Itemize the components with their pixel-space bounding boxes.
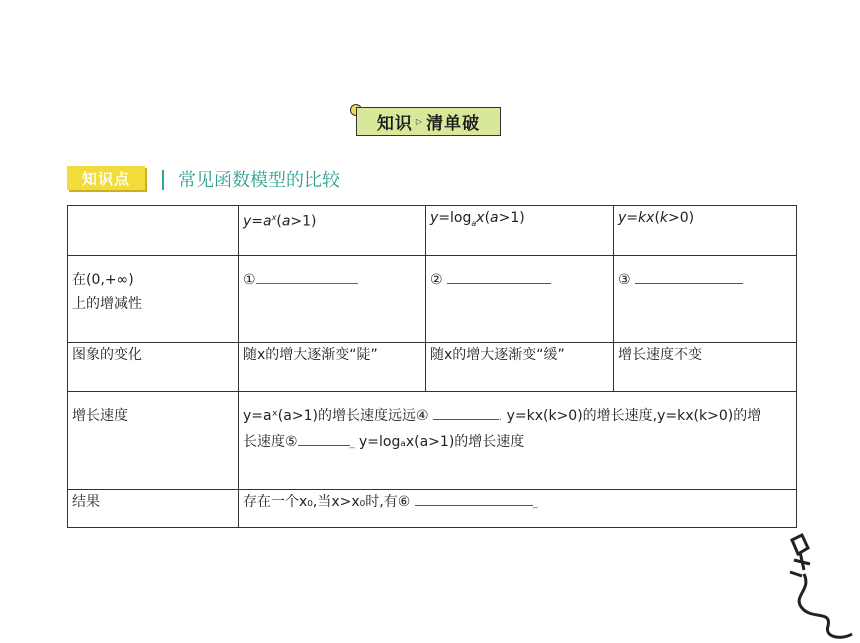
label-line: 在(0,+∞)	[72, 272, 134, 288]
header-logarithmic: $y=\log_ax(a>1)$	[426, 206, 614, 256]
row-label-monotonic	[68, 256, 239, 343]
circled-number: ①	[243, 272, 256, 288]
table-cell	[68, 206, 239, 256]
growth-text: y=aˣ(a>1)的增长速度远远④	[243, 408, 429, 424]
answer-blank-3[interactable]	[635, 269, 743, 284]
heading-divider	[162, 170, 164, 190]
answer-cell-3	[614, 256, 797, 343]
red-dash: _	[532, 498, 538, 509]
answer-cell-2	[426, 256, 614, 343]
growth-line-2	[243, 430, 792, 456]
result-cell	[239, 490, 797, 528]
table-row	[68, 490, 797, 528]
comparison-table	[67, 205, 797, 528]
row-label-graph: 图象的变化	[68, 343, 239, 392]
result-text: 存在一个x₀,当x>x₀时,有⑥	[243, 494, 411, 510]
growth-description	[239, 392, 797, 490]
graph-linear: 增长速度不变	[614, 343, 797, 392]
circled-number: ②	[430, 272, 443, 288]
row-label-result: 结果	[68, 490, 239, 528]
growth-text: y=logₐx(a>1)的增长速度	[359, 434, 525, 450]
red-dot: .	[498, 412, 503, 423]
header-linear: y=kx(k>0)	[614, 206, 797, 256]
table-row	[68, 392, 797, 490]
answer-blank-2[interactable]	[447, 269, 551, 284]
circled-number: ③	[618, 272, 631, 288]
triangle-icon: ▷	[415, 117, 424, 126]
row-label-growth: 增长速度	[68, 392, 239, 490]
decorative-doodle-icon	[772, 530, 860, 643]
graph-exponential: 随x的增大逐渐变“陡”	[239, 343, 426, 392]
growth-text: y=kx(k>0)的增长速度,y=kx(k>0)的增	[506, 408, 762, 424]
growth-text: 长速度⑤	[243, 434, 298, 450]
banner-left-text: 知识	[376, 114, 413, 134]
table-row	[68, 343, 797, 392]
growth-line-1	[243, 404, 792, 430]
graph-logarithmic: 随x的增大逐渐变“缓”	[426, 343, 614, 392]
label-line: 上的增减性	[72, 296, 142, 312]
answer-blank-4[interactable]	[433, 405, 499, 420]
table-header-row	[68, 206, 797, 256]
banner-right-text: 清单破	[426, 114, 481, 134]
section-banner	[356, 107, 501, 136]
header-exponential: $y=a^x(a>1)$	[239, 206, 426, 256]
answer-cell-1	[239, 256, 426, 343]
table-row	[68, 256, 797, 343]
knowledge-point-tag: 知识点	[67, 166, 145, 190]
red-dot: _	[349, 438, 355, 449]
answer-blank-6[interactable]	[415, 491, 533, 506]
section-title: 常见函数模型的比较	[178, 170, 340, 191]
answer-blank-5[interactable]	[298, 431, 350, 446]
answer-blank-1[interactable]	[256, 269, 358, 284]
